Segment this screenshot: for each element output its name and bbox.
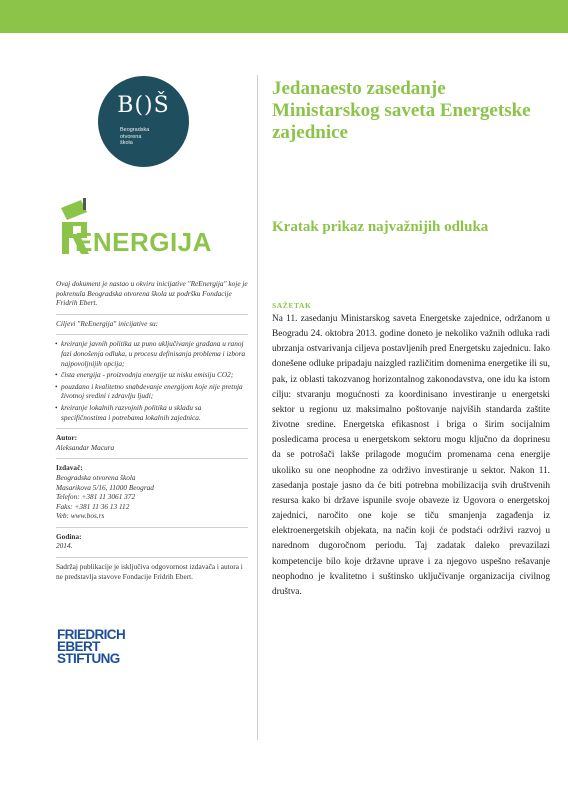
- divider: [56, 428, 248, 429]
- author-label: Autor:: [56, 433, 78, 443]
- page-subtitle: Kratak prikaz najvažnijih odluka: [272, 219, 489, 235]
- list-item: • čista energija - proizvodnja energije uz nisku emisiju CO2;: [56, 370, 248, 380]
- divider: [56, 527, 248, 528]
- goals-intro: Ciljevi "ReEnergija" inicijative su:: [56, 318, 159, 328]
- page-title: Jedanaesto zasedanje Ministarskog saveta Energetske zajednice: [272, 78, 531, 143]
- divider: [56, 334, 248, 335]
- list-item: • kreiranje javnih politika uz puno uključivanje građana u ranoj fazi donošenja odluka, u procesu definisanja problema i izbora najpovoljnijih opcija;: [56, 339, 248, 368]
- publisher-line: Masarikova 5/16, 11000 Beograd: [56, 482, 154, 492]
- year-label: Godina:: [56, 531, 82, 541]
- publisher-label: Izdavač:: [56, 463, 83, 473]
- list-item: • kreiranje lokalnih razvojnih politika u skladu sa specifičnostima i potrebama lokalnih zajednica.: [56, 403, 248, 422]
- list-item: • pouzdano i kvalitetno snabdevanje energijom koje nije pretnja životnoj sredini i zdravlju ljudi;: [56, 382, 248, 401]
- publisher-line: Faks: +381 11 36 13 112: [56, 501, 130, 511]
- reenergija-logo-text: ENERGIJA: [75, 227, 212, 257]
- sidebar-info: [56, 279, 248, 581]
- divider: [56, 458, 248, 459]
- fes-logo: FRIEDRICH EBERT STIFTUNG: [57, 627, 126, 666]
- bos-logo: [98, 76, 189, 167]
- bos-logo-mark: B()Š: [117, 93, 170, 118]
- publisher-line: Beogradska otvorena škola: [56, 472, 136, 482]
- publisher-line: Veb: www.bos.rs: [56, 511, 105, 521]
- publisher-line: Telefon: +381 11 3061 372: [56, 492, 136, 502]
- goals-list: [56, 339, 248, 422]
- year-value: 2014.: [56, 541, 73, 551]
- divider: [56, 314, 248, 315]
- section-label: SAŽETAK: [272, 301, 312, 310]
- divider: [56, 557, 248, 558]
- column-divider: [257, 75, 258, 740]
- summary-text: Na 11. zasedanju Ministarskog saveta Energetske zajednice, održanom u Beogradu 24. oktobra 2013. godine doneto je nekoliko važnih odluka radi ubrzanja ostvarivanja ciljeva postavljenih pred Energetsku zajednicu. Iako donešene odluke pripadaju naizgled različitim domenima energetike ili su, pak, iz oblasti takozvanog horizontalnog zakonodavstva, one idu ka istom cilju: stvaranju mogućnosti za koordinisano investiranje u energetski sektor u regionu uz maksimalno poštovanje najviših standarda zaštite životne sredine. Energetska efikasnost i briga o širim socijalnim posledicama procesa u energetskom sektoru mogu ključno da doprinesu da se potrošači lakše prilagode mogućim promenama cena energije ukoliko su one neophodne za održivo investiranje u sektor. Nakon 11. zasedanja postaje jasno da će biti potrebna mobilizacija svih društvenih resursa kako bi države ispunile svoje obaveze iz Ugovora o energetskoj zajednici, naročito one koje se tiču smanjenja zagađenja iz elektroenergetskih objekata, na način koji će podstaći održivi razvoj u narednom dugoročnom periodu. Taj zadatak daleko prevazilazi kompetencije bilo koje državne uprave i za njegovo uspešno rešavanje neophodno je kvalitetno i suštinsko uključivanje organizacija civilnog društva.: [272, 314, 550, 597]
- disclaimer: Sadržaj publikacije je isključiva odgovornost izdavača i autora i ne predstavlja stavove Fondacije Fridrih Ebert.: [56, 562, 243, 581]
- author-name: Aleksandar Macura: [56, 442, 115, 452]
- bos-logo-text: Beogradska otvorena škola: [120, 127, 150, 146]
- sidebar-intro: Ovaj dokument je nastao u okviru inicijative "ReEnergija" koje je pokrenula Beogradska otvorena škola uz podršku Fondacije Fridrih Ebert.: [56, 279, 248, 308]
- header-bar: [0, 0, 568, 33]
